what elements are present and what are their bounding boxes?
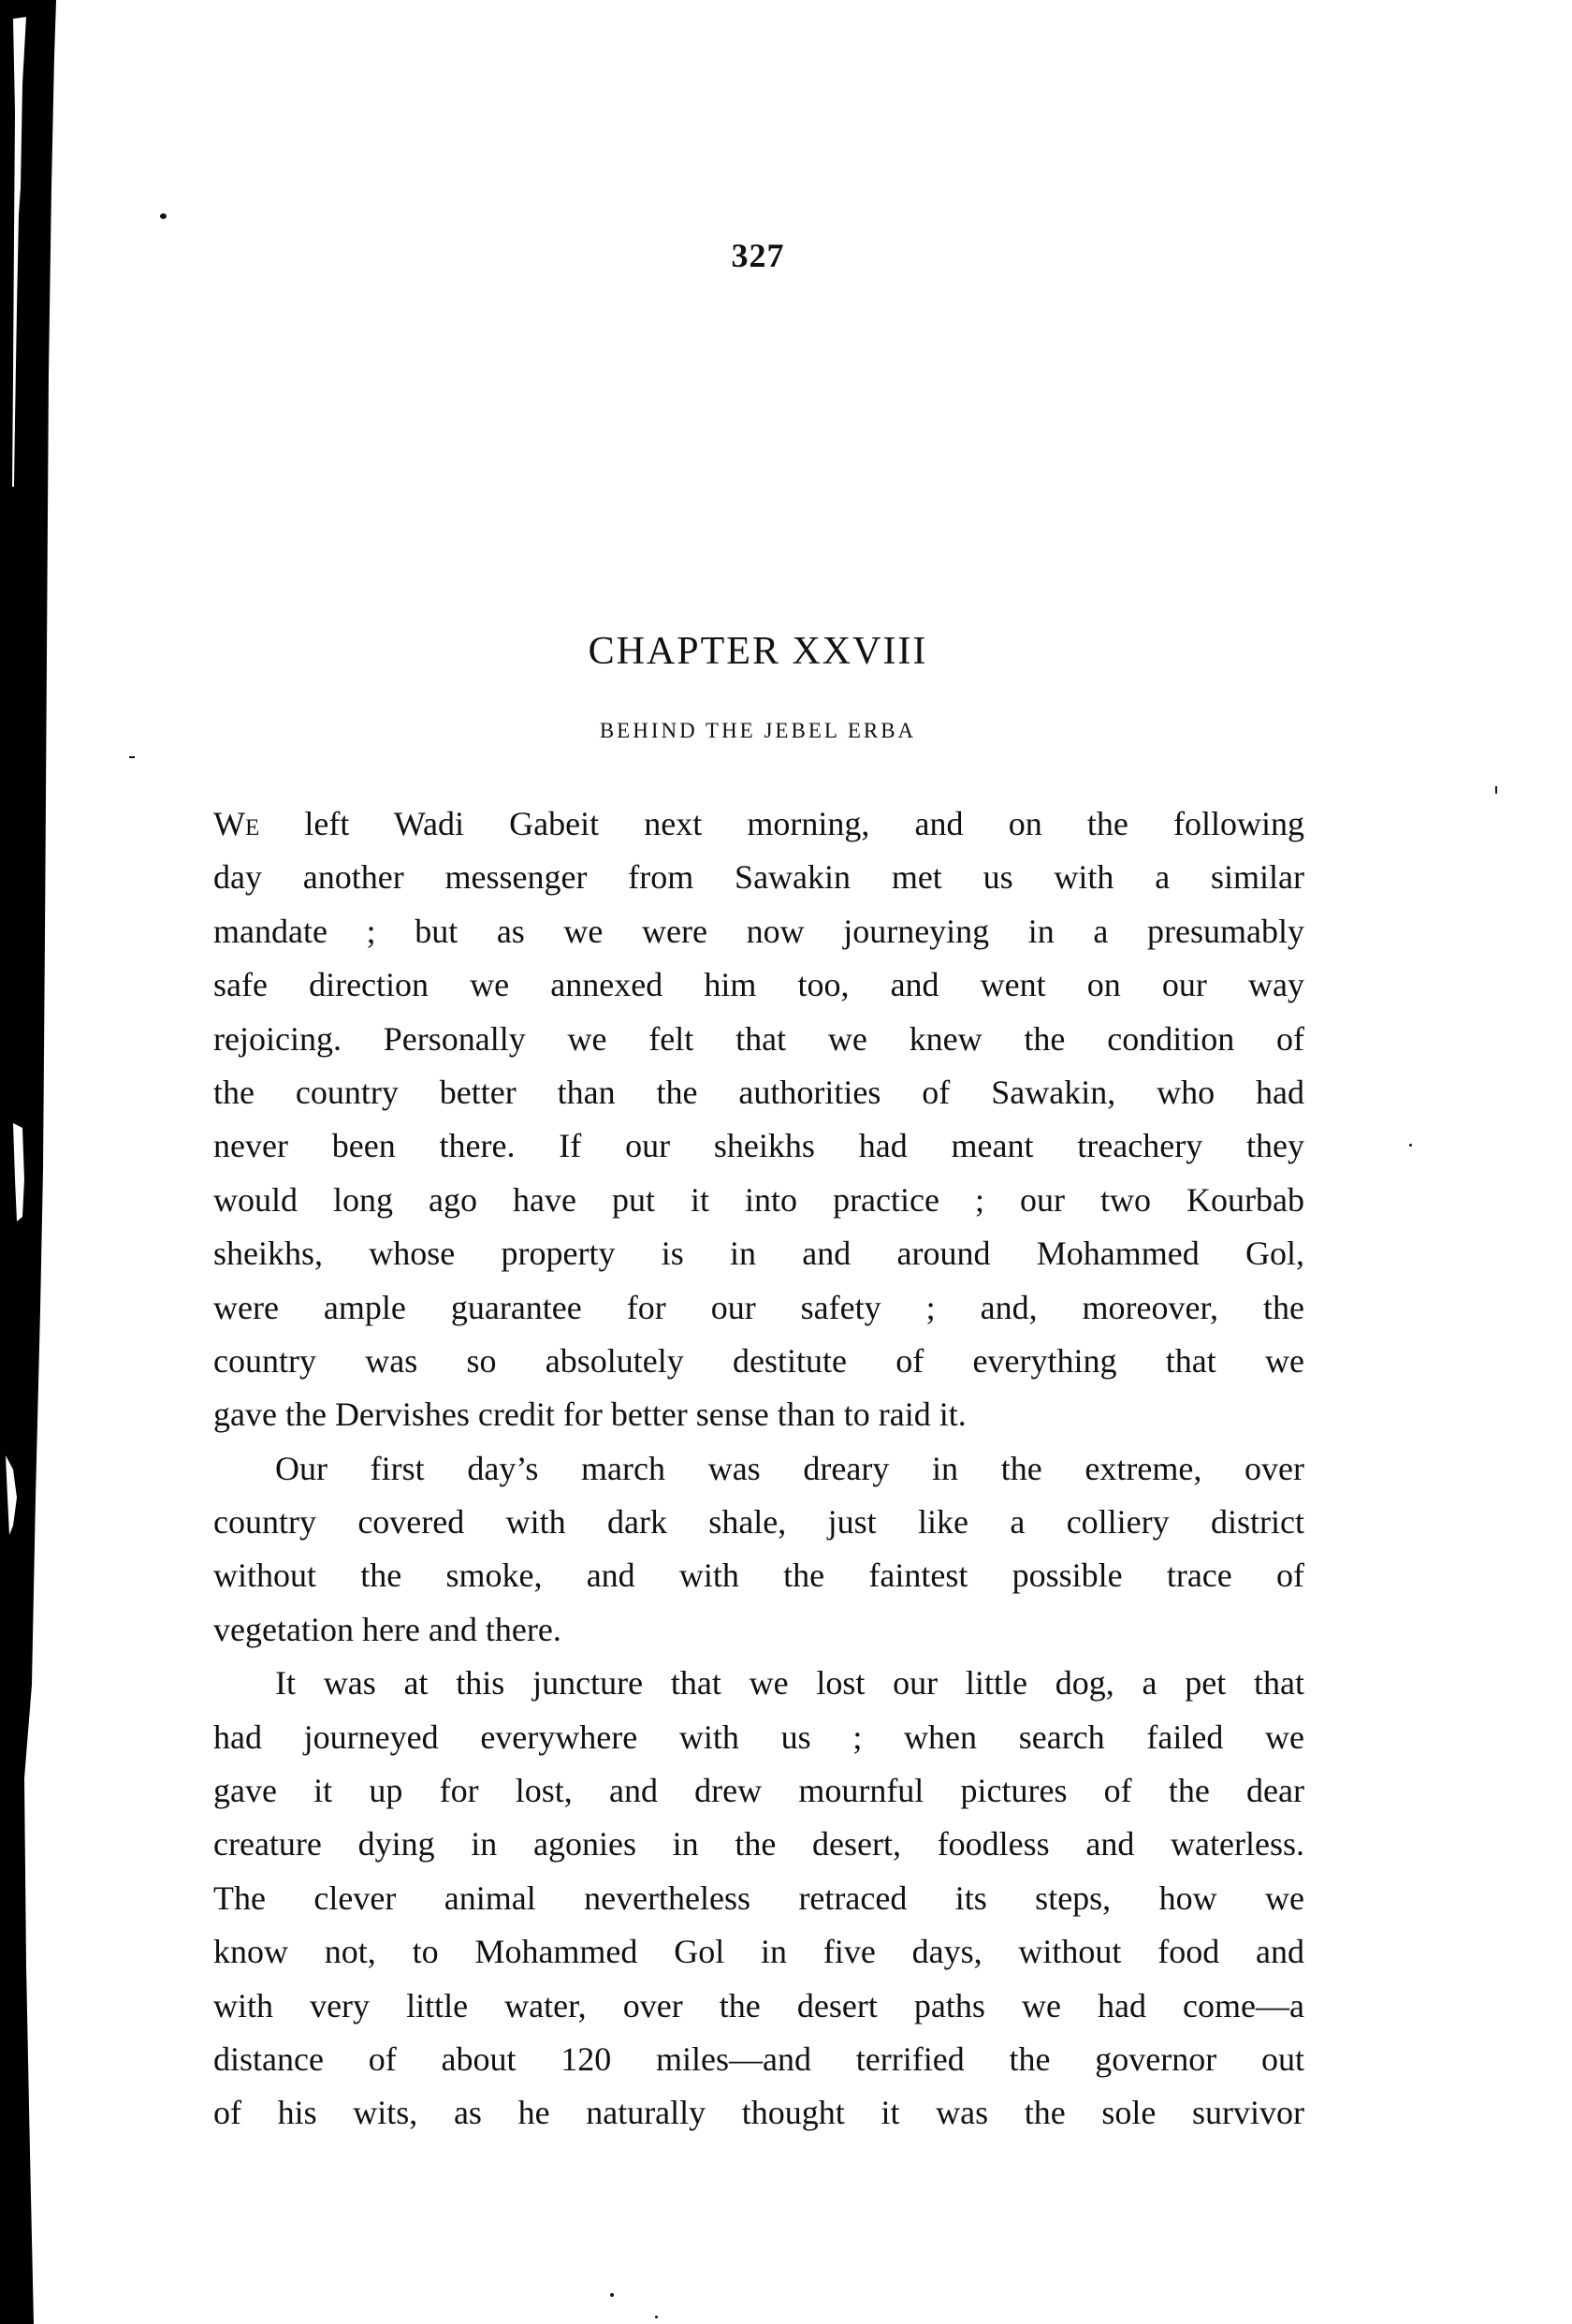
- text-line: country was so absolutely destitute of everything that we: [213, 1341, 1304, 1380]
- scan-speck: [129, 756, 135, 758]
- text-line: would long ago have put it into practice ; our two Kourbab: [213, 1180, 1304, 1219]
- scan-speck: [1409, 1144, 1412, 1147]
- body-text: [213, 797, 1304, 2141]
- text-line: sheikhs, whose property is in and around Mohammed Gol,: [213, 1235, 1304, 1273]
- chapter-subtitle: BEHIND THE JEBEL ERBA: [599, 719, 917, 742]
- text-line: without the smoke, and with the faintest possible trace of: [213, 1557, 1304, 1595]
- text-line: safe direction we annexed him too, and went on our way: [213, 966, 1304, 1004]
- text-line: were ample guarantee for our safety ; and, moreover, the: [213, 1288, 1304, 1326]
- text-line: rejoicing. Personally we felt that we knew the condition of: [213, 1019, 1304, 1058]
- drop-word: We: [213, 805, 260, 842]
- text-line: Our first day’s march was dreary in the extreme, over: [275, 1449, 1304, 1487]
- text-line: It was at this juncture that we lost our little dog, a pet that: [275, 1664, 1304, 1703]
- text-line: The clever animal nevertheless retraced its steps, how we: [213, 1878, 1304, 1917]
- scan-speck: [1495, 786, 1497, 794]
- binding-edge-shadow: [0, 0, 56, 2324]
- text-line: country covered with dark shale, just like a colliery district: [213, 1503, 1304, 1542]
- text-line: gave the Dervishes credit for better sense than to raid it.: [213, 1396, 967, 1434]
- text-line: mandate ; but as we were now journeying in a presumably: [213, 912, 1304, 950]
- text-line: day another messenger from Sawakin met us with a similar: [213, 858, 1304, 897]
- text-line: gave it up for lost, and drew mournful pictures of the dear: [213, 1772, 1304, 1810]
- scan-speck: [160, 213, 167, 219]
- paragraph: [213, 797, 1304, 1442]
- scan-speck: [655, 2316, 658, 2318]
- text-line: We left Wadi Gabeit next morning, and on the following: [213, 805, 1304, 842]
- chapter-title: CHAPTER XXVIII: [588, 630, 928, 673]
- paragraph: [213, 1657, 1304, 2141]
- scan-speck: [610, 2293, 614, 2297]
- text-line: know not, to Mohammed Gol in five days, without food and: [213, 1933, 1304, 1971]
- text-line: vegetation here and there.: [213, 1610, 561, 1648]
- paragraph: [213, 1442, 1304, 1658]
- text-line: creature dying in agonies in the desert, foodless and waterless.: [213, 1825, 1304, 1864]
- text-line: the country better than the authorities of Sawakin, who had: [213, 1073, 1304, 1111]
- text-line: had journeyed everywhere with us ; when search failed we: [213, 1717, 1304, 1756]
- text-line: with very little water, over the desert paths we had come—a: [213, 1986, 1304, 2024]
- text-line: of his wits, as he naturally thought it was the sole survivor: [213, 2094, 1304, 2132]
- text-line: never been there. If our sheikhs had meant treachery they: [213, 1127, 1304, 1165]
- text-line: distance of about 120 miles—and terrified the governor out: [213, 2039, 1304, 2078]
- page-number: 327: [731, 237, 785, 274]
